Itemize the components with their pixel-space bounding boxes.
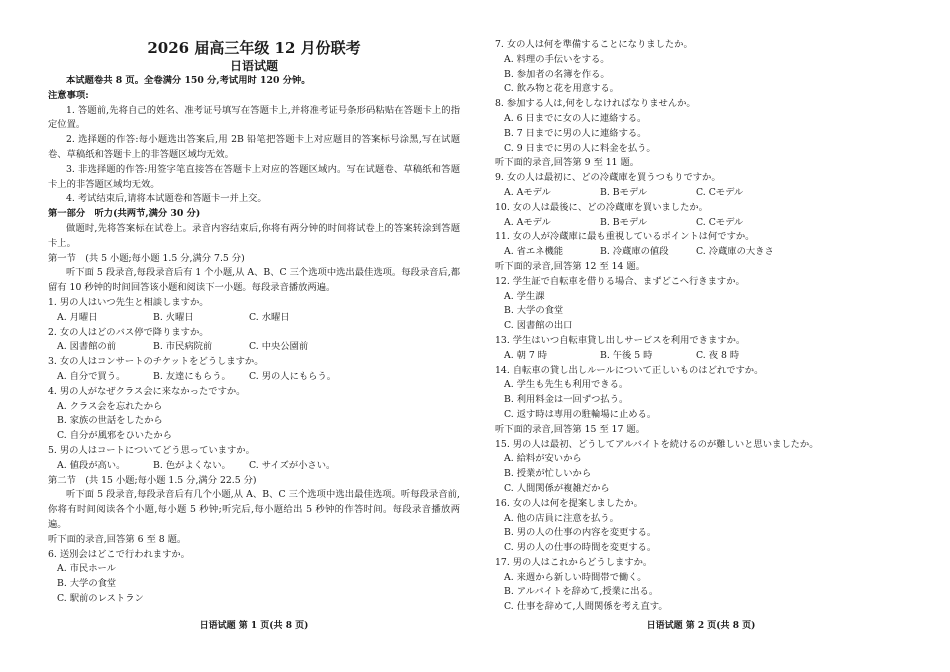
option-c: C. 水曜日 bbox=[249, 311, 290, 323]
option-a: A. クラス会を忘れたから bbox=[57, 400, 163, 412]
question-5: 5. 男の人はコートについてどう思っていますか。 bbox=[48, 444, 255, 456]
section2-heading: 第二节 (共 15 小题;每小题 1.5 分,满分 22.5 分) bbox=[48, 474, 257, 486]
option-c: C. Cモデル bbox=[696, 216, 744, 228]
exam-meta: 本试题卷共 8 页。全卷满分 150 分,考试用时 120 分钟。 bbox=[66, 75, 311, 86]
option-a: A. 省エネ機能 bbox=[504, 246, 564, 258]
section2-instructions: 听下面 5 段录音,每段录音后有几个小题,从 A、B、C 三个选项中选出最佳选项。听每段录音前,你将有时间阅读各个小题,每小题 5 秒钟;听完后,每小题给出 5 秒钟的作答时间。每段录音播放两遍。 bbox=[48, 489, 460, 530]
section1-heading: 第一节 (共 5 小题;每小题 1.5 分,满分 7.5 分) bbox=[48, 252, 245, 264]
listen-instruction-6-8: 听下面的录音,回答第 6 至 8 题。 bbox=[48, 533, 187, 545]
option-b: B. 利用料金は一回ずつ払う。 bbox=[504, 394, 629, 406]
option-a: A. 料理の手伝いをする。 bbox=[504, 53, 610, 65]
option-a: A. 朝 7 時 bbox=[504, 349, 548, 361]
exam-subtitle: 日语试题 bbox=[229, 59, 278, 73]
option-c: C. 自分が風邪をひいたから bbox=[57, 430, 172, 442]
option-c: C. サイズが小さい。 bbox=[249, 459, 336, 471]
exam-title: 2026 届高三年级 12 月份联考 bbox=[147, 39, 361, 57]
option-c: C. 飲み物と花を用意する。 bbox=[504, 83, 619, 95]
option-c: C. 冷蔵庫の大きさ bbox=[696, 246, 774, 258]
question-10: 10. 女の人は最後に、どの冷蔵庫を買いましたか。 bbox=[495, 201, 708, 213]
option-c: C. 夜 8 時 bbox=[696, 349, 740, 361]
option-b: B. 火曜日 bbox=[153, 311, 194, 323]
question-3-options bbox=[48, 370, 460, 385]
question-4: 4. 男の人がなぜクラス会に来なかったですか。 bbox=[48, 385, 246, 397]
option-a: A. 月曜日 bbox=[57, 311, 98, 323]
right-column bbox=[495, 38, 907, 615]
option-b: B. 大学の食堂 bbox=[57, 578, 117, 590]
option-c: C. 人間関係が複雑だから bbox=[504, 482, 610, 494]
question-11: 11. 女の人が冷蔵庫に最も重視しているポイントは何ですか。 bbox=[495, 231, 755, 243]
listen-instruction-15-17: 听下面的录音,回答第 15 至 17 题。 bbox=[495, 423, 645, 435]
option-c: C. 中央公園前 bbox=[249, 341, 309, 353]
option-a: A. Aモデル bbox=[504, 216, 551, 228]
option-a: A. 給料が安いから bbox=[504, 453, 582, 465]
option-c: C. 男の人の仕事の時間を変更する。 bbox=[504, 542, 657, 554]
option-a: A. 市民ホール bbox=[57, 563, 116, 575]
option-b: B. 友達にもらう。 bbox=[153, 370, 231, 382]
question-15: 15. 男の人は最初、どうしてアルバイトを続けるのが難しいと思いましたか。 bbox=[495, 438, 819, 450]
question-9: 9. 女の人は最初に、どの冷蔵庫を買うつもりですか。 bbox=[495, 172, 721, 184]
question-10-options bbox=[495, 216, 907, 231]
part1-heading: 第一部分 听力(共两节,满分 30 分) bbox=[48, 208, 201, 220]
option-b: B. 男の人の仕事の内容を変更する。 bbox=[504, 527, 657, 539]
question-14: 14. 自転車の貸し出しルールについて正しいものはどれですか。 bbox=[495, 364, 764, 376]
option-a: A. 来週から新しい時間帯で働く。 bbox=[504, 571, 647, 583]
page-footer-right: 日语试题 第 2 页(共 8 页) bbox=[646, 621, 756, 631]
option-b: B. 市民病院前 bbox=[153, 341, 213, 353]
option-a: A. Aモデル bbox=[504, 186, 551, 198]
option-c: C. Cモデル bbox=[696, 186, 744, 198]
question-3: 3. 女の人はコンサートのチケットをどうしますか。 bbox=[48, 356, 264, 368]
option-a: A. 学生課 bbox=[504, 290, 545, 302]
option-b: B. 色がよくない。 bbox=[153, 459, 231, 471]
question-2-options bbox=[48, 340, 460, 355]
option-a: A. 値段が高い。 bbox=[57, 459, 126, 471]
listen-instruction-9-11: 听下面的录音,回答第 9 至 11 题。 bbox=[495, 157, 640, 169]
option-c: C. 9 日までに男の人に料金を払う。 bbox=[504, 142, 656, 154]
option-c: C. 男の人にもらう。 bbox=[249, 370, 337, 382]
question-13-options bbox=[495, 349, 907, 364]
option-a: A. 図書館の前 bbox=[57, 341, 117, 353]
question-2: 2. 女の人はどのバス停で降りますか。 bbox=[48, 326, 209, 338]
question-11-options bbox=[495, 245, 907, 260]
option-b: B. 冷蔵庫の値段 bbox=[600, 246, 669, 258]
question-6: 6. 送別会はどこで行われますか。 bbox=[48, 548, 190, 560]
notes-title: 注意事项: bbox=[48, 89, 89, 101]
note-3: 3. 非选择题的作答:用签字笔直接答在答题卡上对应的答题区域内。写在试题卷、草稿纸和答题卡上的非答题区域均无效。 bbox=[48, 163, 460, 190]
option-b: B. 午後 5 時 bbox=[600, 349, 653, 361]
question-9-options bbox=[495, 186, 907, 201]
question-17: 17. 男の人はこれからどうしますか。 bbox=[495, 556, 653, 568]
page-footer-left: 日语试题 第 1 页(共 8 页) bbox=[199, 621, 309, 631]
note-1: 1. 答题前,先将自己的姓名、准考证号填写在答题卡上,并将准考证号条形码粘贴在答题卡上的指定位置。 bbox=[48, 104, 460, 131]
question-8: 8. 参加する人は,何をしなければなりませんか。 bbox=[495, 98, 696, 110]
left-column bbox=[48, 38, 460, 607]
option-b: B. Bモデル bbox=[600, 216, 647, 228]
question-5-options bbox=[48, 459, 460, 474]
listen-instruction-12-14: 听下面的录音,回答第 12 至 14 题。 bbox=[495, 260, 645, 272]
option-b: B. 大学の食堂 bbox=[504, 305, 564, 317]
option-a: A. 他の店員に注意を払う。 bbox=[504, 512, 619, 524]
option-c: C. 返す時は専用の駐輪場に止める。 bbox=[504, 408, 657, 420]
note-4: 4. 考试结束后,请将本试题卷和答题卡一并上交。 bbox=[66, 193, 267, 205]
option-b: B. 7 日までに男の人に連絡する。 bbox=[504, 127, 647, 139]
part1-instructions: 做题时,先将答案标在试卷上。录音内容结束后,你将有两分钟的时间将试卷上的答案转涂到答题卡上。 bbox=[48, 222, 460, 249]
option-c: C. 仕事を辞めて,人間関係を考え直す。 bbox=[504, 601, 668, 613]
question-7: 7. 女の人は何を準備することになりましたか。 bbox=[495, 39, 693, 50]
note-2: 2. 选择题的作答:每小题选出答案后,用 2B 铅笔把答题卡上对应题目的答案标号涂黑,写在试题卷、草稿纸和答题卡上的非答题区域均无效。 bbox=[48, 134, 460, 160]
option-a: A. 学生も先生も利用できる。 bbox=[504, 379, 629, 391]
section1-instructions: 听下面 5 段录音,每段录音后有 1 个小题,从 A、B、C 三个选项中选出最佳选项。每段录音后,都留有 10 秒钟的时间回答该小题和阅读下一小题。每段录音播放两遍。 bbox=[48, 267, 460, 294]
option-b: B. 授業が忙しいから bbox=[504, 468, 592, 480]
option-b: B. Bモデル bbox=[600, 186, 647, 198]
option-b: B. 家族の世話をしたから bbox=[57, 415, 163, 427]
question-16: 16. 女の人は何を提案しましたか。 bbox=[495, 497, 643, 509]
option-b: B. アルバイトを辞めて,授業に出る。 bbox=[504, 586, 659, 598]
question-1: 1. 男の人はいつ先生と相談しますか。 bbox=[48, 296, 209, 308]
option-c: C. 駅前のレストラン bbox=[57, 592, 144, 604]
option-b: B. 参加者の名簿を作る。 bbox=[504, 68, 610, 80]
question-1-options bbox=[48, 311, 460, 326]
option-c: C. 図書館の出口 bbox=[504, 320, 573, 332]
option-a: A. 自分で買う。 bbox=[57, 370, 126, 382]
option-a: A. 6 日までに女の人に連絡する。 bbox=[504, 112, 647, 124]
question-12: 12. 学生証で自転車を借りる場合、まずどこへ行きますか。 bbox=[495, 275, 745, 287]
question-13: 13. 学生はいつ自転車貸し出しサービスを利用できますか。 bbox=[495, 334, 746, 346]
